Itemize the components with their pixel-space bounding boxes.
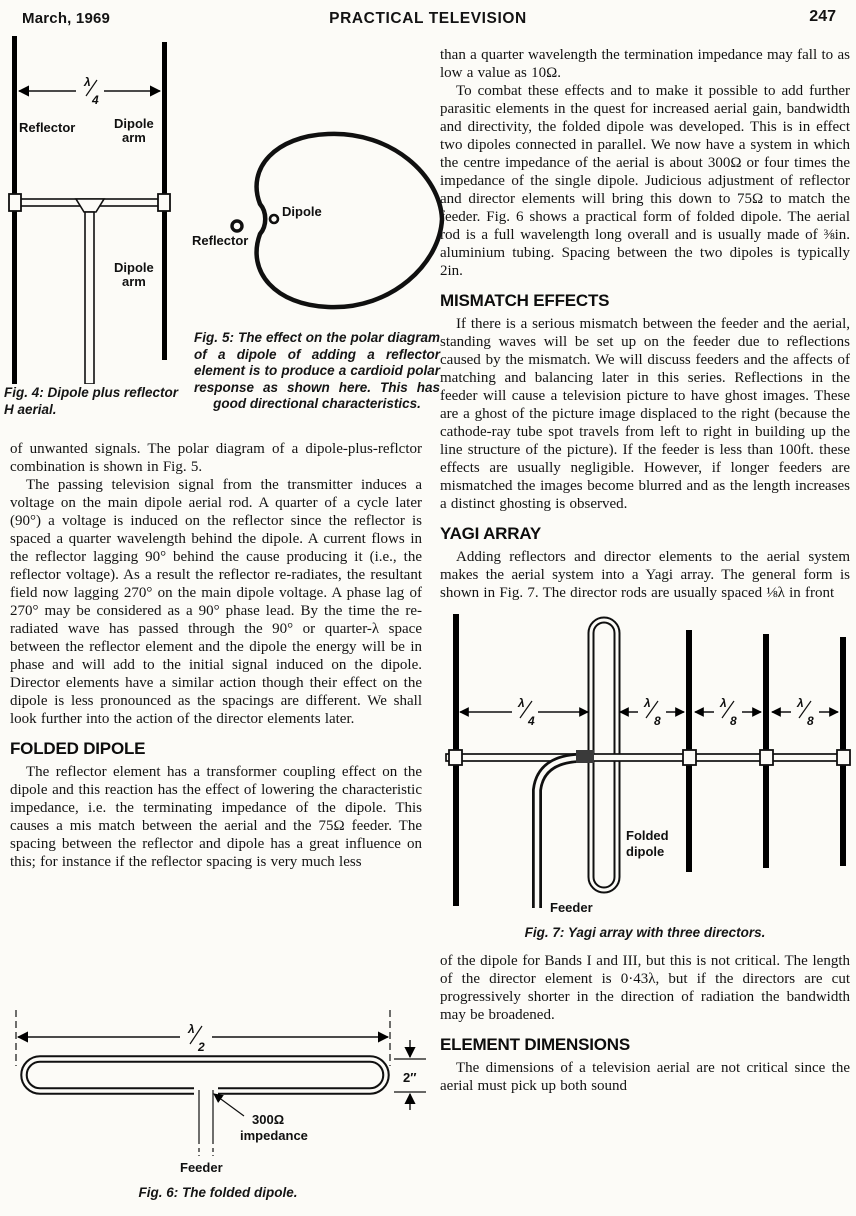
fig5-dipole-label: Dipole: [282, 204, 322, 219]
fig7-dim2-denominator: 8: [654, 714, 661, 728]
fig7-folded-dipole-label-line1: Folded: [626, 828, 669, 843]
left-clamp: [9, 194, 21, 211]
mismatch-effects-heading: MISMATCH EFFECTS: [440, 291, 610, 310]
fig6-gap-label: 2″: [403, 1070, 417, 1085]
feeder-cable-inner: [537, 758, 592, 908]
boom-clamp: [683, 750, 696, 765]
t-junction: [76, 199, 104, 212]
left-column: [10, 440, 422, 871]
paragraph: To combat these effects and to make it possible to add further parasitic elements in the quest for increased aerial gain, bandwidth and directivity, the folded dipole was developed. This is in effect two dipoles connected in parallel. We now have a system in which the centre impedance of the aerial is about 300Ω or four times the impedance of the single dipole. Judicious adjustment of reflector and director elements will bring this down to 75Ω to match the feeder. Fig. 6 shows a practical form of folded dipole. The aerial rod is a full wavelength long overall and is usually made of ⅜in. aluminium tubing. Spacing between the two dipoles is typically 2in.: [440, 83, 850, 279]
paragraph: The dimensions of a television aerial are not critical since the aerial must pick up both sound: [440, 1059, 850, 1094]
page-number: 247: [809, 8, 836, 25]
fig6-block: [2, 1004, 434, 1202]
paragraph: The reflector element has a transformer coupling effect on the dipole and this reaction has the effect of lowering the characteristic impedance, i.e. the terminating impedance of the dipole. This causes a mis match between the aerial and the 75Ω feeder. The spacing between the reflector and dipole has a great influence on this; for instance if the reflector spacing is very much less: [10, 764, 422, 870]
folded-dipole-heading: FOLDED DIPOLE: [10, 739, 146, 758]
reflector-point: [232, 221, 242, 231]
fig7-yagi-array-diagram: [440, 610, 852, 918]
issue-date: March, 1969: [22, 10, 111, 27]
feeder-drop-tube: [85, 212, 94, 384]
fig4-dipole-arm-bot-line1: Dipole: [114, 260, 154, 275]
paragraph: The passing television signal from the transmitter induces a voltage on the main dipole aerial rod. A quarter of a cycle later (90°) a voltage is induced on the reflector since the reflector is spaced a quarter wavelength behind the dipole. A current flows in the reflector lagging 90° behind the cause producing it (i.e., the reflector voltage). As a result the reflector re-radiates, the resultant field now lagging 270° on the main dipole voltage. A phase lag of 270° may be considered as a 90° phase lead. By the time the re-radiated wave has passed through the 90° or quarter-λ space between the reflector element and the dipole the energy will be in phase and will add to the initial signal induced on the dipole. Director elements have a similar action though their effect on the dipole is less pronounced as the spacings are different. We shall look further into the action of the director elements later.: [10, 477, 422, 727]
element-dimensions-heading: ELEMENT DIMENSIONS: [440, 1034, 631, 1054]
paragraph: of unwanted signals. The polar diagram of a dipole-plus-reflctor combination is shown in Fig. 5.: [10, 441, 422, 475]
paragraph: Adding reflectors and director elements to the aerial system makes the aerial system into a Yagi array. The general form is shown in Fig. 7. The director rods are usually spaced ⅛λ in front: [440, 549, 850, 601]
fig7-dim1-numerator: λ: [518, 696, 525, 710]
fig7-dim3-denominator: 8: [730, 714, 737, 728]
cardioid-curve: [257, 134, 442, 307]
right-clamp: [158, 194, 170, 211]
fig4-lambda-denominator: 4: [92, 93, 99, 107]
fig4-dipole-arm-top-line2: arm: [122, 130, 146, 145]
fig5-cardioid-diagram: [190, 116, 446, 328]
fig4-reflector-label: Reflector: [19, 120, 76, 135]
fig6-caption: Fig. 6: The folded dipole.: [138, 1185, 298, 1200]
paragraph: of the dipole for Bands I and III, but this is not critical. The length of the director element is 0·43λ, but if the directors are cut progressively shorter in the direction of radiation the bandwidth may be broadened.: [440, 952, 850, 1023]
page-header: [0, 8, 856, 32]
paragraph: If there is a serious mismatch between the feeder and the aerial, standing waves will be set up on the feeder due to reflections caused by the mismatch. We will discuss feeders and the affects of matching and balancing later in this series. Reflections in the feeder will cause a television picture to have ghost images. These are a ghost of the picture image displaced to the right (because the cathode-ray tube spot travels from left to right in building up the line structure of the picture). If the feeder is less than 100ft. these effects are usually negligible. However, if longer feeders are mismatched the images become blurred and as the length increases a distinct ghosting is observed.: [440, 316, 850, 512]
fig7-dim1-denominator: 4: [528, 714, 535, 728]
right-column: [440, 46, 850, 1095]
fig6-folded-dipole-diagram: [2, 1004, 434, 1176]
fig7-dim4-denominator: 8: [807, 714, 814, 728]
feeder-connector: [576, 750, 594, 763]
fig4-caption: Fig. 4: Dipole plus reflector H aerial.: [4, 385, 179, 417]
fig4-dipole-arm-bot-line2: arm: [122, 274, 146, 289]
boom-clamp: [760, 750, 773, 765]
dipole-point: [270, 215, 278, 223]
fig4-dipole-arm-top-line1: Dipole: [114, 116, 154, 131]
boom-clamp: [837, 750, 850, 765]
fig7-feeder-label: Feeder: [550, 900, 593, 915]
yagi-boom: [446, 754, 848, 761]
feeder-cable-outer: [537, 758, 592, 908]
fig6-impedance-label-line2: impedance: [240, 1128, 308, 1143]
fig7-folded-dipole-label-line2: dipole: [626, 844, 665, 859]
fig7-caption: Fig. 7: Yagi array with three directors.: [524, 925, 766, 940]
fig4-lambda-numerator: λ: [84, 75, 91, 89]
fig7-dim2-numerator: λ: [644, 696, 651, 710]
fig6-impedance-label-line1: 300Ω: [252, 1112, 285, 1127]
boom-clamp: [449, 750, 462, 765]
fig6-lambda-numerator: λ: [188, 1022, 195, 1036]
yagi-array-heading: YAGI ARRAY: [440, 524, 541, 543]
fig7-dim4-numerator: λ: [797, 696, 804, 710]
fig5-caption: Fig. 5: The effect on the polar diagram of a dipole of adding a reflector element is to produce a cardioid polar response as shown here. This has good directional characteristics.: [194, 330, 440, 411]
paragraph: than a quarter wavelength the termination impedance may fall to as low a value as 10Ω.: [440, 47, 850, 81]
fig6-lambda-denominator: 2: [198, 1040, 205, 1054]
fig5-reflector-label: Reflector: [192, 233, 249, 248]
fig7-dim3-numerator: λ: [720, 696, 727, 710]
magazine-title: PRACTICAL TELEVISION: [329, 10, 527, 27]
fig4-h-aerial-diagram: [4, 36, 192, 384]
fig6-feeder-label: Feeder: [180, 1160, 223, 1175]
